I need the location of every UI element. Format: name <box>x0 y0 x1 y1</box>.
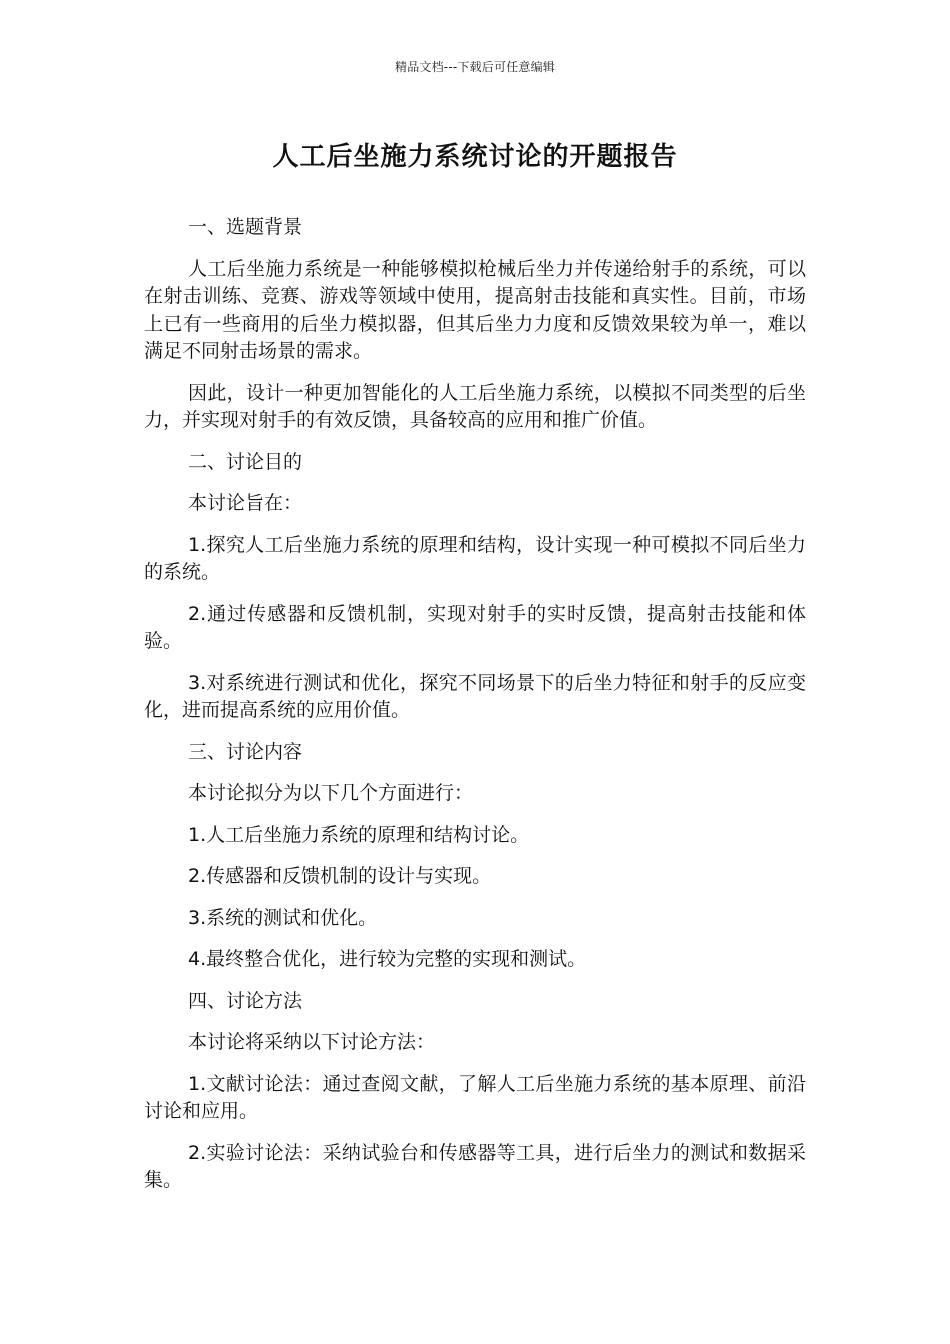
list-item-content-2: 2.传感器和反馈机制的设计与实现。 <box>188 865 492 887</box>
list-item-purpose-3: 3.对系统进行测试和优化，探究不同场景下的后坐力特征和射手的反应变化，进而提高系统的应用价值。 <box>144 671 806 721</box>
section-heading-background: 一、选题背景 <box>188 216 303 238</box>
section-heading-methods: 四、讨论方法 <box>188 989 303 1012</box>
paragraph-background-2: 因此，设计一种更加智能化的人工后坐施力系统，以模拟不同类型的后坐力，并实现对射手的有效反馈，具备较高的应用和推广价值。 <box>144 381 806 431</box>
list-item-purpose-1: 1.探究人工后坐施力系统的原理和结构，设计实现一种可模拟不同后坐力的系统。 <box>144 533 806 583</box>
document-title: 人工后坐施力系统讨论的开题报告 <box>272 142 678 172</box>
list-item-methods-2: 2.实验讨论法：采纳试验台和传感器等工具，进行后坐力的测试和数据采集。 <box>144 1141 806 1191</box>
list-item-content-1: 1.人工后坐施力系统的原理和结构讨论。 <box>188 823 530 846</box>
header-note: 精品文档---下载后可任意编辑 <box>395 60 555 74</box>
paragraph-purpose-intro: 本讨论旨在： <box>188 492 303 514</box>
list-item-purpose-2: 2.通过传感器和反馈机制，实现对射手的实时反馈，提高射击技能和体验。 <box>144 602 806 652</box>
document-body <box>144 214 806 1209</box>
section-heading-purpose: 二、讨论目的 <box>188 450 303 473</box>
paragraph-content-intro: 本讨论拟分为以下几个方面进行： <box>188 782 474 804</box>
list-item-methods-1: 1.文献讨论法：通过查阅文献，了解人工后坐施力系统的基本原理、前沿讨论和应用。 <box>144 1072 806 1122</box>
paragraph-background-1: 人工后坐施力系统是一种能够模拟枪械后坐力并传递给射手的系统，可以在射击训练、竞赛、游戏等领域中使用，提高射击技能和真实性。目前，市场上已有一些商用的后坐力模拟器，但其后坐力力度和反馈效果较为单一，难以满足不同射击场景的需求。 <box>144 257 806 362</box>
section-heading-content: 三、讨论内容 <box>188 740 303 763</box>
list-item-content-3: 3.系统的测试和优化。 <box>188 906 378 929</box>
list-item-content-4: 4.最终整合优化，进行较为完整的实现和测试。 <box>188 948 587 970</box>
paragraph-methods-intro: 本讨论将采纳以下讨论方法： <box>188 1031 436 1053</box>
